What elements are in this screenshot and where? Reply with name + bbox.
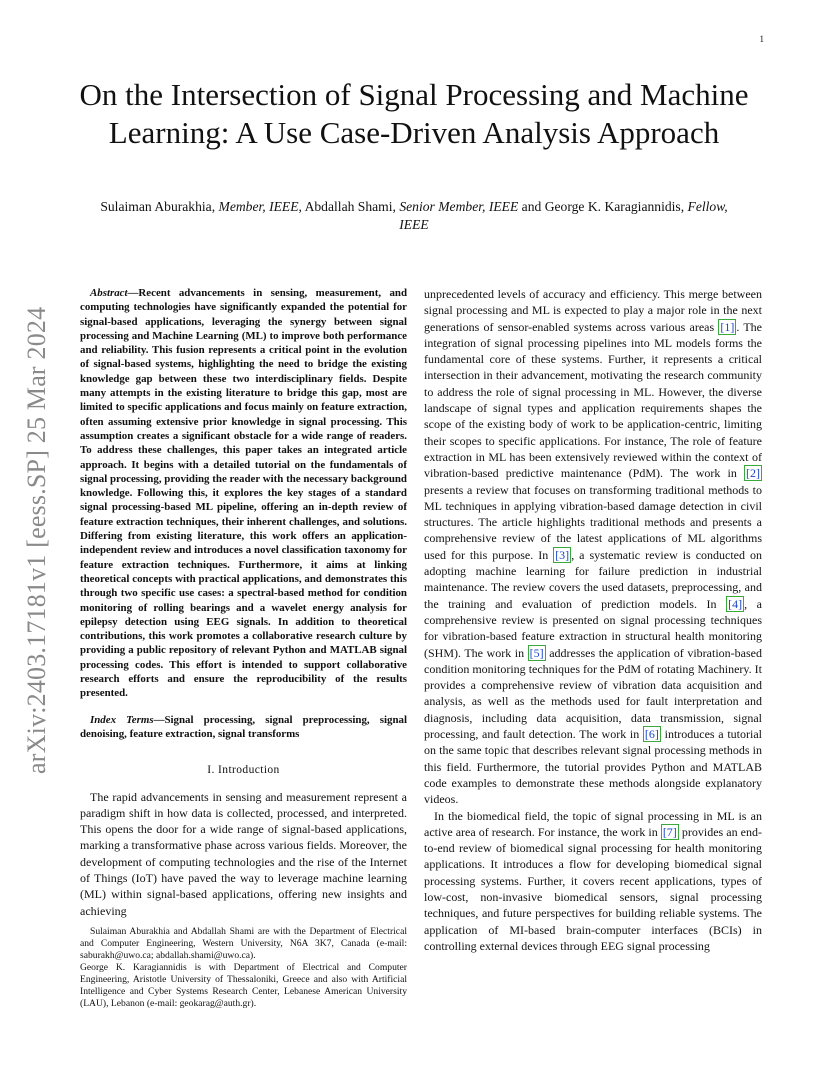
text-run: presents a review that focuses on transforming traditional methods to ML techniques in applying vibration-based damage detection in civil structures. The article highlights traditional methods and presents a comprehensive review of the latest applications of ML algorithms used for this purpose. In — [424, 482, 762, 562]
text-run: introduces a tutorial on the same topic that describes relevant signal processing methods in this field. Furthermore, the tutorial provides Python and MATLAB code examples to demonstrate these methods alongside explanatory videos. — [424, 727, 762, 807]
section-heading-introduction: I. Introduction — [207, 764, 280, 777]
citation-link[interactable]: [2] — [746, 466, 760, 481]
text-run: In the biomedical field, the topic of signal processing in ML is an active area of research. For instance, the work in — [424, 808, 762, 839]
left-column — [80, 286, 407, 919]
citation-link[interactable]: [1] — [720, 319, 735, 334]
text-run: , a systematic review is conducted on adopting machine learning for failure prediction in industrial maintenance. The review covers the used datasets, preprocessing, and the training and evaluation of prediction models. In — [424, 547, 762, 611]
text-run: addresses the application of vibration-based condition monitoring techniques for the PdM of rotating Machinery. It provides a comprehensive review of vibration data acquisition and analysis, as well as the methods used for fault interpretation and diagnosis, including data acquisition, data transmission, signal processing, and fault detection. The work in — [424, 645, 762, 742]
text-run: . The integration of signal processing pipelines into ML models forms the fundamental core of these systems. Further, it represents a critical intersection in their advancement, motivating the research community to address the role of signal processing in ML. However, the diverse landscape of signal types and application requirements shapes the scope of the existing body of work to be application-centric, limiting their scopes to specific applications. For instance, The role of feature extraction in ML has been extensively reviewed within the context of vibration-based predictive maintenance (PdM). The work in — [424, 319, 762, 481]
author-name: Abdallah Shami, — [301, 199, 400, 214]
footnote-affiliation: Sulaiman Aburakhia and Abdallah Shami are with the Department of Electrical and Computer Engineering, Western University, N6A 3K7, Canada (e-mail: saburakh@uwo.ca; abdallah.shami@uwo.ca). — [80, 926, 407, 961]
text-run: unprecedented levels of accuracy and efficiency. This merge between signal processing and ML is expected to play a major role in the next generations of sensor-enabled systems across various areas — [424, 287, 762, 334]
index-terms-text: —Signal processing, signal preprocessing, signal denoising, feature extraction, signal transforms — [80, 713, 407, 740]
citation-link[interactable]: [6] — [644, 727, 659, 742]
body-paragraph — [424, 808, 762, 955]
footnotes — [80, 926, 407, 1010]
arxiv-identifier: arXiv:2403.17181v1 [eess.SP] 25 Mar 2024 — [22, 306, 51, 774]
index-terms — [80, 713, 407, 742]
citation-link[interactable]: [3] — [555, 547, 570, 562]
author-name: Sulaiman Aburakhia, — [100, 199, 219, 214]
text-run: , a comprehensive review is presented on signal processing techniques for vibration-based feature extraction in structural health monitoring (SHM). The work in — [424, 596, 762, 660]
author-name: and George K. Karagiannidis, — [518, 199, 688, 214]
author-role: Member, IEEE, — [218, 199, 302, 214]
citation-link[interactable]: [5] — [529, 645, 544, 660]
footnote-affiliation: George K. Karagiannidis is with Department of Electrical and Computer Engineering, Aristotle University of Thessaloniki, Greece and also with Artificial Intelligence and Cyber Systems Research Center, Lebanese American University (LAU), Lebanon (e-mail: geokarag@auth.gr). — [80, 962, 407, 1009]
citation-link[interactable]: [7] — [662, 824, 677, 839]
arxiv-identifier-stamp — [20, 280, 60, 774]
citation-link[interactable]: [4] — [728, 596, 743, 611]
body-paragraph — [424, 286, 762, 808]
intro-paragraph: The rapid advancements in sensing and measurement represent a paradigm shift in how data is collected, processed, and interpreted. This opens the door for a wide range of signal-based applications, marking a transformative phase across various fields. Moreover, the development of computing technologies and the rise of the Internet of Things (IoT) have paved the way to leverage machine learning (ML) within signal-based applications, offering new insights and achieving — [80, 789, 407, 918]
abstract — [80, 286, 407, 701]
page-number: 1 — [759, 34, 764, 44]
author-role: Senior Member, IEEE — [399, 199, 519, 214]
index-terms-label: Index Terms — [90, 713, 154, 726]
author-role: Fellow, IEEE — [399, 199, 728, 232]
right-column — [424, 286, 762, 954]
paper-title: On the Intersection of Signal Processing and Machine Learning: A Use Case-Driven Analysis Approach — [79, 77, 749, 150]
text-run: provides an end-to-end review of biomedical signal processing for health monitoring applications. It introduces a flow for developing biomedical signal processing systems. Further, it covers recent applications, types of low-cost, non-invasive biomedical sensors, signal processing techniques, and future perspectives for building reliable systems. The application of MI-based brain-computer interfaces (BCIs) in controlling external devices through EEG signal processing — [424, 824, 762, 953]
abstract-label: Abstract — [90, 287, 128, 299]
author-list — [100, 198, 728, 234]
abstract-text: —Recent advancements in sensing, measurement, and computing technologies have significantly expanded the potential for signal-based applications, leveraging the synergy between signal processing and Machine Learning (ML) to improve both performance and reliability. This fusion represents a critical point in the evolution of signal-based systems, highlighting the need to bridge the existing knowledge gap between these two interdisciplinary fields. Despite many attempts in the existing literature to bridge this gap, most are limited to specific applications and focus mainly on feature extraction, often assuming extensive prior knowledge in signal processing. This assumption creates a significant obstacle for a wide range of readers. To address these challenges, this paper takes an integrated article approach. It begins with a detailed tutorial on the fundamentals of signal processing, providing the reader with the necessary background knowledge. Following this, it explores the key stages of a standard signal processing-based ML pipeline, offering an in-depth review of feature extraction techniques, their inherent challenges, and solutions. Differing from existing literature, this work offers an application-independent review and introduces a novel classification taxonomy for feature extraction techniques. Furthermore, it aims at linking theoretical concepts with practical applications, and demonstrates this through two specific use cases: a spectral-based method for condition monitoring of rolling bearings and a wavelet energy analysis for epilepsy detection using EEG signals. In addition to theoretical contributions, this work promotes a collaborative research culture by providing a public repository of relevant Python and MATLAB signal processing codes. This effort is intended to support collaborative research efforts and ensure the reproducibility of the results presented. — [80, 287, 407, 700]
